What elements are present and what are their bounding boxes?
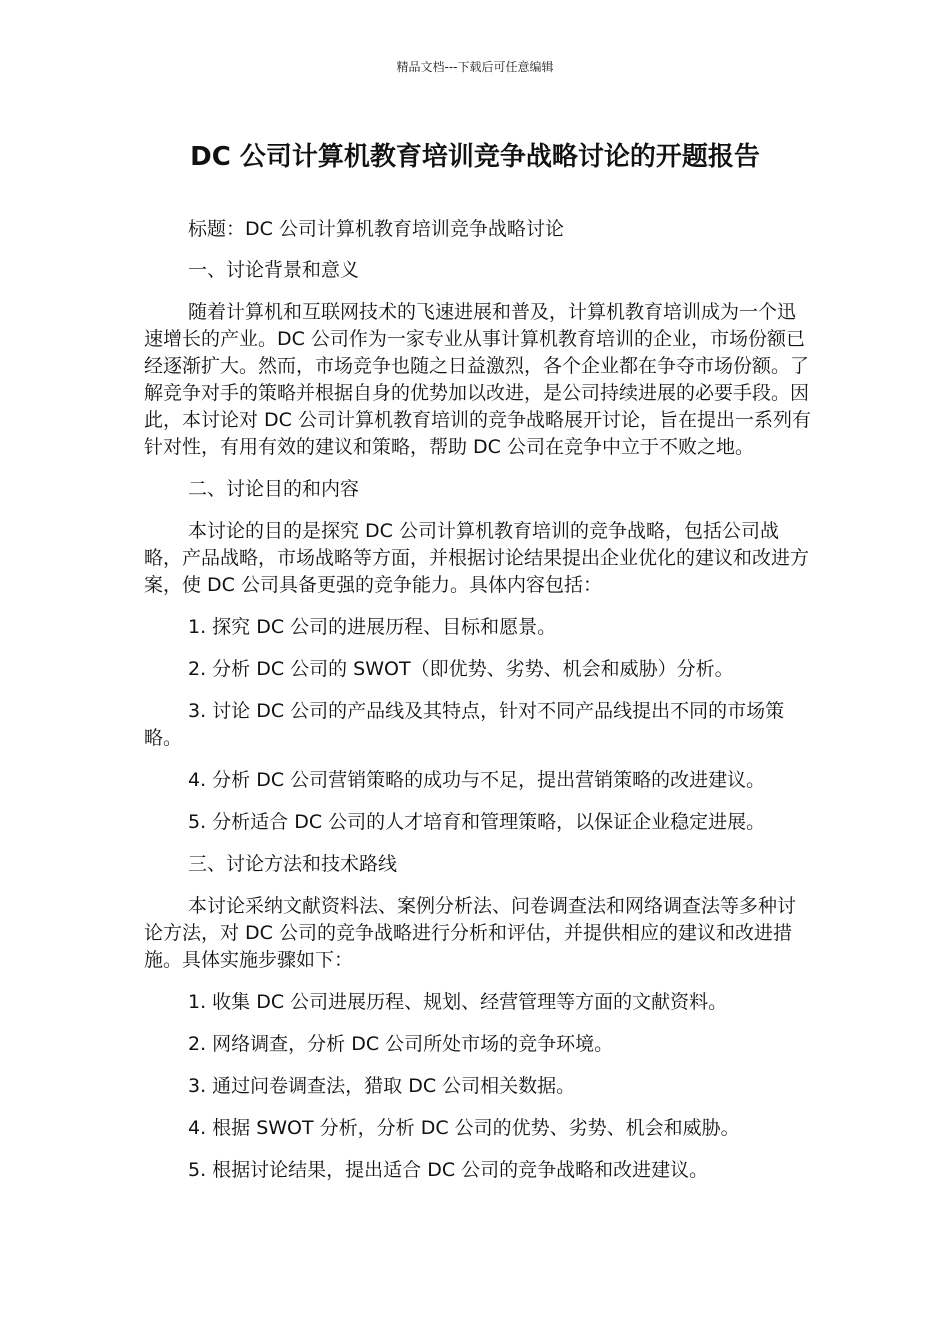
section-heading-purpose: 二、讨论目的和内容	[188, 478, 360, 500]
paragraph-method: 本讨论采纳文献资料法、案例分析法、问卷调查法和网络调查法等多种讨论方法，对 DC 公司的竞争战略进行分析和评估，并提供相应的建议和改进措施。具体实施步骤如下：	[144, 895, 797, 971]
list-item-content-1: 1. 探究 DC 公司的进展历程、目标和愿景。	[188, 616, 557, 638]
list-item-step-3: 3. 通过问卷调查法，猎取 DC 公司相关数据。	[188, 1075, 576, 1097]
list-item-content-2: 2. 分析 DC 公司的 SWOT（即优势、劣势、机会和威胁）分析。	[188, 658, 734, 680]
list-item-step-1: 1. 收集 DC 公司进展历程、规划、经营管理等方面的文献资料。	[188, 991, 728, 1013]
document-body	[144, 216, 812, 1199]
paragraph-purpose: 本讨论的目的是探究 DC 公司计算机教育培训的竞争战略，包括公司战略，产品战略，市场战略等方面，并根据讨论结果提出企业优化的建议和改进方案，使 DC 公司具备更强的竞争能力。具体内容包括：	[144, 520, 810, 596]
list-item-content-5: 5. 分析适合 DC 公司的人才培育和管理策略，以保证企业稳定进展。	[188, 811, 766, 833]
paragraph-background: 随着计算机和互联网技术的飞速进展和普及，计算机教育培训成为一个迅速增长的产业。DC 公司作为一家专业从事计算机教育培训的企业，市场份额已经逐渐扩大。然而，市场竞争也随之日益激烈，各个企业都在争夺市场份额。了解竞争对手的策略并根据自身的优势加以改进，是公司持续进展的必要手段。因此，本讨论对 DC 公司计算机教育培训的竞争战略展开讨论，旨在提出一系列有针对性，有用有效的建议和策略，帮助 DC 公司在竞争中立于不败之地。	[144, 301, 811, 458]
document-title: DC 公司计算机教育培训竞争战略讨论的开题报告	[190, 142, 760, 172]
section-heading-background: 一、讨论背景和意义	[188, 259, 360, 281]
list-item-step-5: 5. 根据讨论结果，提出适合 DC 公司的竞争战略和改进建议。	[188, 1159, 709, 1181]
section-heading-method: 三、讨论方法和技术路线	[188, 853, 398, 875]
list-item-content-4: 4. 分析 DC 公司营销策略的成功与不足，提出营销策略的改进建议。	[188, 769, 766, 791]
list-item-step-4: 4. 根据 SWOT 分析，分析 DC 公司的优势、劣势、机会和威胁。	[188, 1117, 740, 1139]
list-item-content-3: 3. 讨论 DC 公司的产品线及其特点，针对不同产品线提出不同的市场策略。	[144, 700, 785, 749]
page-header: 精品文档---下载后可任意编辑	[396, 60, 554, 74]
subject-line: 标题：DC 公司计算机教育培训竞争战略讨论	[188, 218, 564, 240]
list-item-step-2: 2. 网络调查，分析 DC 公司所处市场的竞争环境。	[188, 1033, 614, 1055]
